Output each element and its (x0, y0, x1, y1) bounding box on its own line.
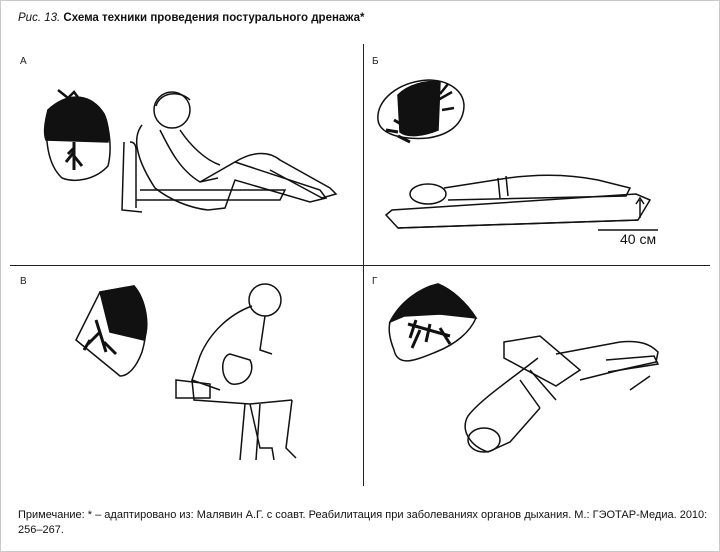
panel-a-illustration (30, 70, 360, 250)
panel-g-illustration (380, 280, 700, 480)
patient-reclining (122, 92, 336, 212)
lung-diagram-b (378, 80, 464, 142)
panel-b-label: Б (372, 56, 379, 67)
patient-lying-tilted (386, 175, 658, 230)
figure-number: Рис. 13. (18, 12, 61, 24)
lung-diagram-a (45, 90, 110, 180)
panel-v-illustration (60, 280, 360, 480)
patient-seated-leaning (176, 284, 296, 460)
horizontal-divider (10, 265, 710, 266)
elevation-dimension-label: 40 см (620, 231, 657, 247)
panel-v-label: В (20, 276, 27, 287)
lung-diagram-g (389, 284, 476, 361)
panel-g-label: Г (372, 276, 378, 287)
patient-prone-tilted (465, 336, 658, 452)
panel-b-illustration (368, 70, 708, 250)
figure-title: Схема техники проведения постурального дренажа* (63, 12, 365, 24)
figure-caption (18, 12, 364, 24)
panel-a-label: А (20, 56, 27, 67)
lung-diagram-v (76, 286, 147, 376)
figure-note: Примечание: * – адаптировано из: Малявин А.Г. с соавт. Реабилитация при заболеваниях органов дыхания. М.: ГЭОТАР-Медиа. 2010: 256–267. (18, 509, 708, 536)
